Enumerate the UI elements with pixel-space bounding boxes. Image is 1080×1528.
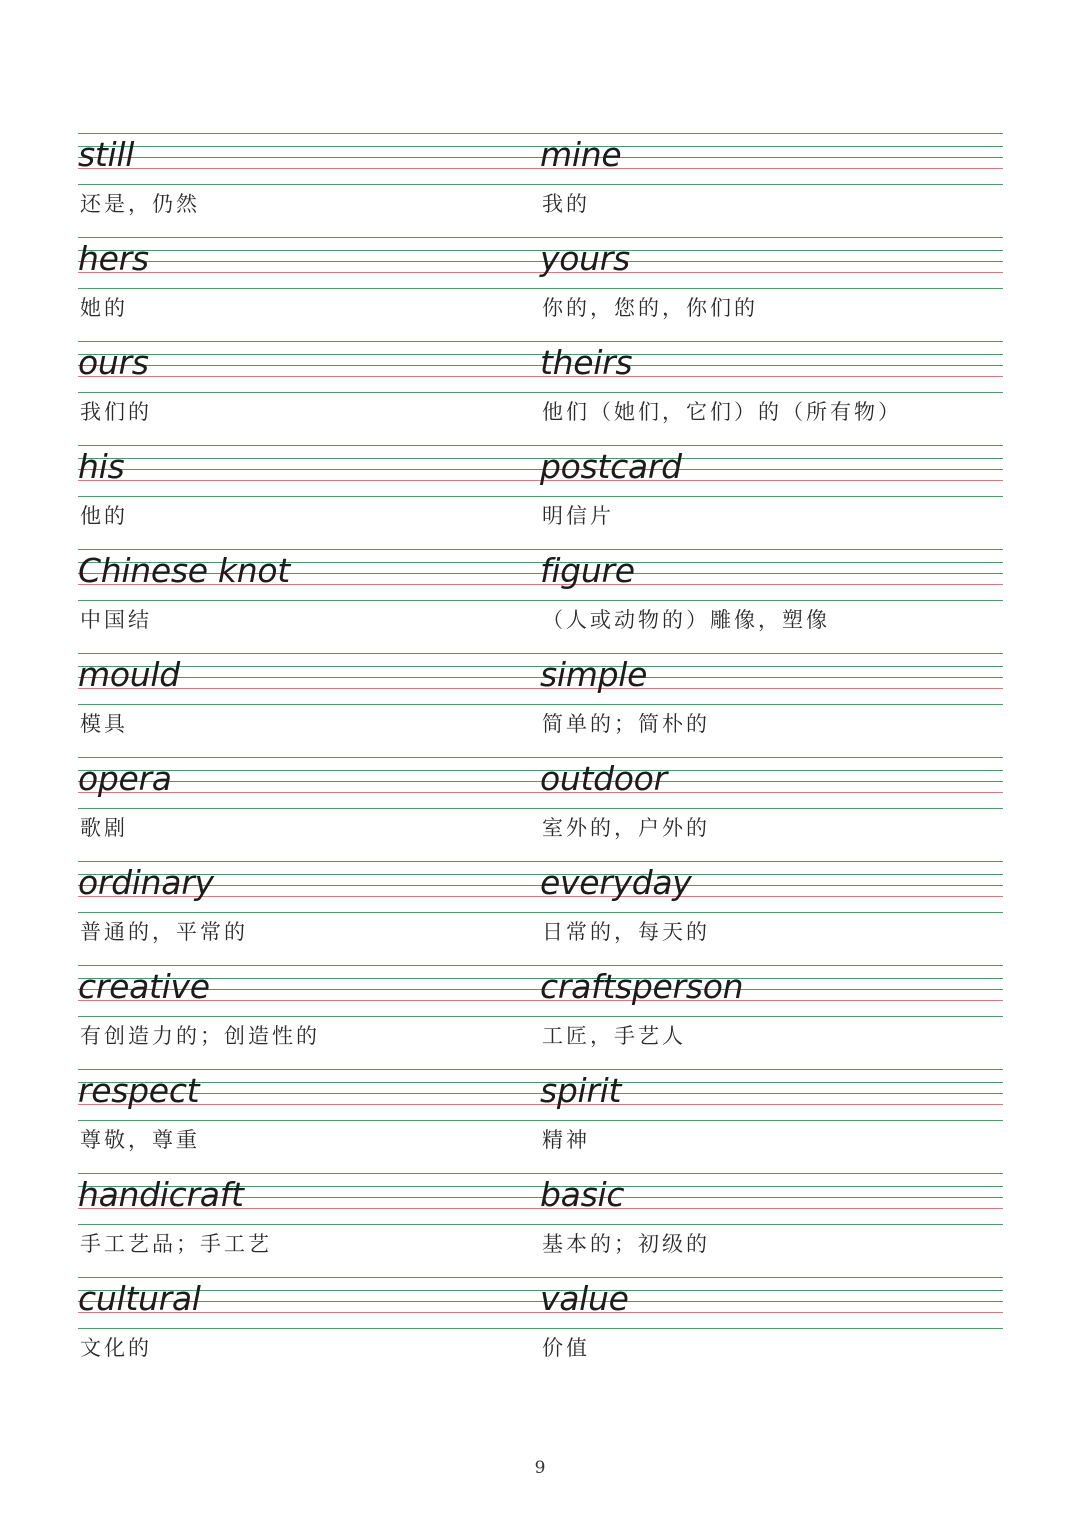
english-word: value bbox=[540, 1279, 629, 1318]
chinese-meaning: 还是，仍然 bbox=[80, 192, 200, 216]
vocabulary-entry bbox=[540, 133, 1000, 237]
vocabulary-entry bbox=[78, 549, 538, 653]
english-word: spirit bbox=[540, 1071, 622, 1110]
chinese-meaning: 我们的 bbox=[80, 400, 152, 424]
english-word: handicraft bbox=[78, 1175, 244, 1214]
english-word: his bbox=[78, 447, 125, 486]
english-word: outdoor bbox=[540, 759, 667, 798]
english-word: postcard bbox=[540, 447, 682, 486]
chinese-meaning: 歌剧 bbox=[80, 816, 128, 840]
chinese-meaning: 工匠，手艺人 bbox=[542, 1024, 686, 1048]
vocabulary-entry bbox=[540, 1277, 1000, 1381]
vocabulary-entry bbox=[540, 757, 1000, 861]
vocabulary-row bbox=[78, 965, 1003, 1069]
vocabulary-entry bbox=[540, 1173, 1000, 1277]
vocabulary-entry bbox=[78, 237, 538, 341]
english-word: hers bbox=[78, 239, 149, 278]
english-word: simple bbox=[540, 655, 648, 694]
vocabulary-row bbox=[78, 861, 1003, 965]
vocabulary-entry bbox=[540, 965, 1000, 1069]
chinese-meaning: 中国结 bbox=[80, 608, 152, 632]
vocabulary-entry bbox=[540, 341, 1000, 445]
chinese-meaning: 简单的；简朴的 bbox=[542, 712, 710, 736]
vocabulary-entry bbox=[78, 1173, 538, 1277]
vocabulary-entry bbox=[78, 653, 538, 757]
english-word: still bbox=[78, 135, 135, 174]
vocabulary-row bbox=[78, 549, 1003, 653]
vocabulary-entry bbox=[540, 445, 1000, 549]
vocabulary-entry bbox=[78, 1277, 538, 1381]
english-word: everyday bbox=[540, 863, 692, 902]
vocabulary-row bbox=[78, 237, 1003, 341]
english-word: theirs bbox=[540, 343, 633, 382]
chinese-meaning: 我的 bbox=[542, 192, 590, 216]
chinese-meaning: 手工艺品；手工艺 bbox=[80, 1232, 272, 1256]
chinese-meaning: 文化的 bbox=[80, 1336, 152, 1360]
chinese-meaning: 他的 bbox=[80, 504, 128, 528]
english-word: mine bbox=[540, 135, 622, 174]
english-word: cultural bbox=[78, 1279, 201, 1318]
vocabulary-entry bbox=[78, 1069, 538, 1173]
chinese-meaning: 明信片 bbox=[542, 504, 614, 528]
vocabulary-row bbox=[78, 653, 1003, 757]
english-word: mould bbox=[78, 655, 180, 694]
vocabulary-row bbox=[78, 757, 1003, 861]
vocabulary-entry bbox=[540, 237, 1000, 341]
english-word: ordinary bbox=[78, 863, 214, 902]
vocabulary-entry bbox=[78, 965, 538, 1069]
chinese-meaning: 她的 bbox=[80, 296, 128, 320]
english-word: ours bbox=[78, 343, 149, 382]
chinese-meaning: 基本的；初级的 bbox=[542, 1232, 710, 1256]
chinese-meaning: 模具 bbox=[80, 712, 128, 736]
chinese-meaning: 精神 bbox=[542, 1128, 590, 1152]
chinese-meaning: 有创造力的；创造性的 bbox=[80, 1024, 320, 1048]
vocabulary-entry bbox=[78, 757, 538, 861]
vocabulary-entry bbox=[78, 133, 538, 237]
vocabulary-entry bbox=[540, 861, 1000, 965]
english-word: opera bbox=[78, 759, 172, 798]
english-word: respect bbox=[78, 1071, 200, 1110]
english-word: figure bbox=[540, 551, 635, 590]
vocabulary-entry bbox=[78, 445, 538, 549]
chinese-meaning: 室外的，户外的 bbox=[542, 816, 710, 840]
english-word: craftsperson bbox=[540, 967, 744, 1006]
vocabulary-entry bbox=[540, 1069, 1000, 1173]
english-word: Chinese knot bbox=[78, 551, 290, 590]
vocabulary-row bbox=[78, 1173, 1003, 1277]
chinese-meaning: （人或动物的）雕像，塑像 bbox=[542, 608, 830, 632]
chinese-meaning: 他们（她们，它们）的（所有物） bbox=[542, 400, 902, 424]
vocabulary-row bbox=[78, 341, 1003, 445]
chinese-meaning: 价值 bbox=[542, 1336, 590, 1360]
page-number: 9 bbox=[534, 1458, 546, 1478]
english-word: yours bbox=[540, 239, 630, 278]
english-word: creative bbox=[78, 967, 210, 1006]
vocabulary-row bbox=[78, 1069, 1003, 1173]
chinese-meaning: 你的，您的，你们的 bbox=[542, 296, 758, 320]
vocabulary-entry bbox=[78, 341, 538, 445]
vocabulary-row bbox=[78, 1277, 1003, 1381]
chinese-meaning: 日常的，每天的 bbox=[542, 920, 710, 944]
vocabulary-row bbox=[78, 445, 1003, 549]
chinese-meaning: 普通的，平常的 bbox=[80, 920, 248, 944]
vocabulary-entry bbox=[78, 861, 538, 965]
vocabulary-entry bbox=[540, 549, 1000, 653]
chinese-meaning: 尊敬，尊重 bbox=[80, 1128, 200, 1152]
english-word: basic bbox=[540, 1175, 625, 1214]
vocabulary-row bbox=[78, 133, 1003, 237]
vocabulary-entry bbox=[540, 653, 1000, 757]
